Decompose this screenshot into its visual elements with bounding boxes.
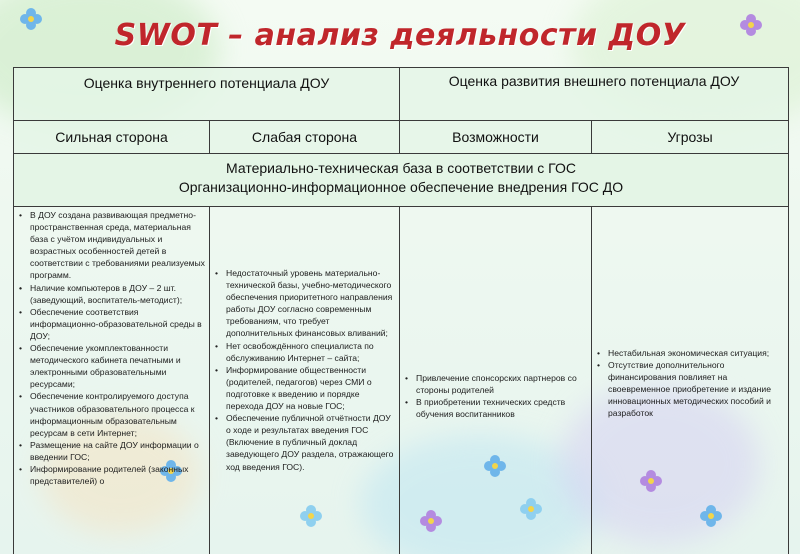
list-item: • Недостаточный уровень материально-технической базы, учебно-методического обеспечения приоритетного направления работы ДОУ согласно современным требованиям, что требует дополнительных финансовых вливаний; <box>213 267 396 340</box>
list-item: • Нестабильная экономическая ситуация; <box>595 347 785 359</box>
opportunities-list <box>403 372 588 420</box>
content-row <box>14 207 789 554</box>
internal-potential-header: Оценка внутреннего потенциала ДОУ <box>14 68 400 121</box>
topic-band-line-2: Организационно-информационное обеспечение внедрения ГОС ДО <box>178 179 624 195</box>
list-item: • Обеспечение укомплектованности методического кабинета печатными и электронными образовательными ресурсами; <box>17 342 206 390</box>
threats-header: Угрозы <box>592 121 789 154</box>
page-title: SWOT – анализ деяльности ДОУ <box>114 18 686 53</box>
swot-table <box>13 67 789 554</box>
list-item: • Обеспечение соответствия информационно-образовательной среды в ДОУ; <box>17 306 206 342</box>
topic-band <box>14 154 789 207</box>
topic-band-row <box>14 154 789 207</box>
weaknesses-header: Слабая сторона <box>210 121 400 154</box>
weaknesses-list <box>213 267 396 473</box>
external-potential-header: Оценка развития внешнего потенциала ДОУ <box>400 68 789 121</box>
opportunities-cell <box>400 207 592 554</box>
list-item: • Наличие компьютеров в ДОУ – 2 шт. (заведующий, воспитатель-методист); <box>17 282 206 306</box>
subheader-row <box>14 121 789 154</box>
list-item: • Нет освобождённого специалиста по обслуживанию Интернет – сайта; <box>213 340 396 364</box>
list-item: • Информирование общественности (родителей, педагогов) через СМИ о подготовке к введению и порядке перехода ДОУ на новые ГОС; <box>213 364 396 412</box>
opportunities-header: Возможности <box>400 121 592 154</box>
topic-band-line-1: Материально-техническая база в соответствии с ГОС <box>226 160 576 176</box>
list-item: • Обеспечение контролируемого доступа участников образовательного процесса к информационным образовательным ресурсам в сети Интернет; <box>17 390 206 438</box>
strengths-list <box>17 209 206 487</box>
list-item: • Привлечение спонсорских партнеров со стороны родителей <box>403 372 588 396</box>
weaknesses-cell <box>210 207 400 554</box>
list-item: • Обеспечение публичной отчётности ДОУ о ходе и результатах введения ГОС (Включение в публичный доклад заведующего ДОУ раздела, отражающего ход введения ГОС). <box>213 412 396 472</box>
strengths-header: Сильная сторона <box>14 121 210 154</box>
threats-cell <box>592 207 789 554</box>
list-item: • Отсутствие дополнительного финансирования повлияет на своевременное приобретение и издание инновационных методических пособий и разработок <box>595 359 785 419</box>
list-item: • Размещение на сайте ДОУ информации о введении ГОС; <box>17 439 206 463</box>
header-row <box>14 68 789 121</box>
list-item: • В ДОУ создана развивающая предметно-пространственная среда, материальная база с учётом индивидуальных и возрастных особенностей детей в соответствии с требованиями реализуемых программ. <box>17 209 206 282</box>
list-item: • В приобретении технических средств обучения воспитанников <box>403 396 588 420</box>
list-item: • Информирование родителей (законных представителей) о <box>17 463 206 487</box>
strengths-cell <box>14 207 210 554</box>
threats-list <box>595 347 785 420</box>
